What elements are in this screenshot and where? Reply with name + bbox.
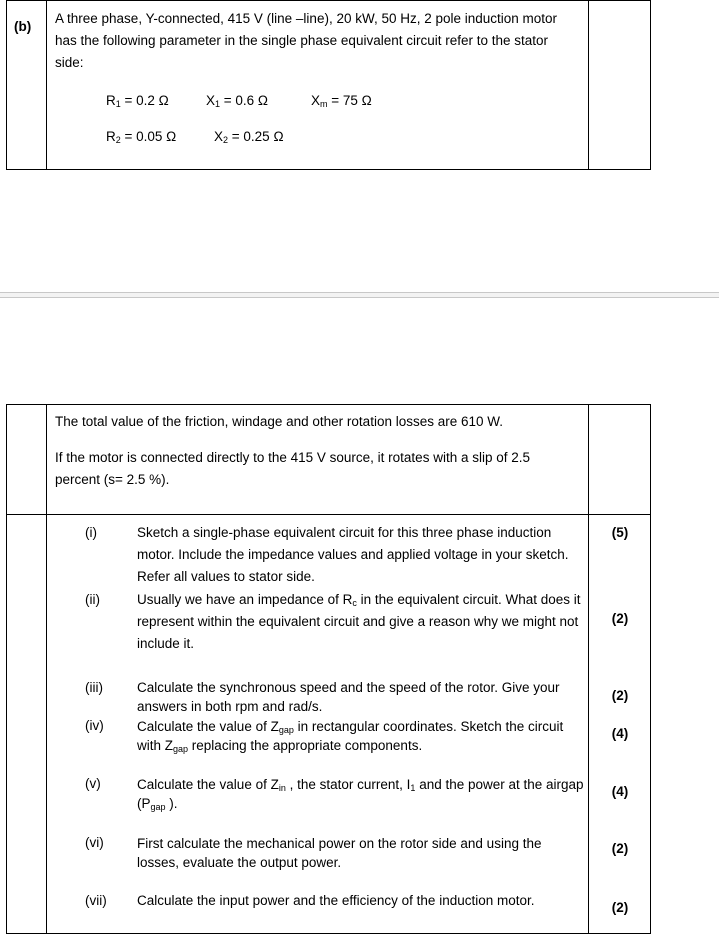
question-text: Calculate the synchronous speed and the speed of the rotor. Give your answers in both rpm and rad/s. [137,680,560,714]
part-b-intro: A three phase, Y-connected, 415 V (line –line), 20 kW, 50 Hz, 2 pole induction motor has the following parameter in the single phase equivalent circuit refer to the stator side: [55,11,558,70]
question-number: (v) [85,776,101,791]
questions-table [6,404,651,934]
losses-statement: The total value of the friction, windage and other rotation losses are 610 W. [55,414,504,429]
question-text: Sketch a single-phase equivalent circuit for this three phase induction motor. Include the impedance values and applied voltage in your sketch. Refer all values to stator side. [137,525,569,584]
question-marks: (2) [611,841,629,856]
question-text: Usually we have an impedance of $R_c$ in the equivalent circuit. What does it represent within the equivalent circuit and give a reason why we might not include it. [137,592,581,651]
question-marks: (2) [611,900,629,915]
question-number: (ii) [85,592,100,607]
row-divider [7,514,650,515]
column-divider [588,405,589,933]
column-divider [588,1,589,169]
question-marks: (4) [611,784,629,799]
question-number: (vii) [85,893,107,908]
question-marks: (2) [611,611,629,626]
question-marks: (2) [611,688,629,703]
part-b-table [6,0,651,170]
question-number: (iv) [85,718,104,733]
question-text: First calculate the mechanical power on the rotor side and using the losses, evaluate the output power. [137,836,542,870]
question-text: Calculate the value of $Z_{in}$ , the stator current, $I_1$ and the power at the airgap ($P_{gap}$ ). [137,777,584,812]
part-label: (b) [14,19,32,34]
column-divider [46,1,47,169]
question-text: Calculate the input power and the efficiency of the induction motor. [137,893,535,908]
page-break [0,292,719,298]
param-xm: $X_m = 75$ Ω [311,93,372,109]
column-divider [46,405,47,933]
question-number: (vi) [85,835,104,850]
question-marks: (4) [611,726,629,741]
question-text: Calculate the value of $Z_{gap}$ in rectangular coordinates. Sketch the circuit with $Z_{gap}$ replacing the appropriate components. [137,719,564,754]
param-r2: $R_2 = 0.05$ Ω [106,129,177,145]
question-number: (i) [85,525,97,540]
slip-statement: If the motor is connected directly to the 415 V source, it rotates with a slip of 2.5 percent (s= 2.5 %). [55,450,530,487]
param-r1: $R_1 = 0.2$ Ω [106,93,169,109]
param-x2: $X_2 = 0.25$ Ω [214,129,284,145]
question-number: (iii) [85,680,103,695]
param-x1: $X_1 = 0.6$ Ω [206,93,269,109]
question-marks: (5) [611,525,629,540]
